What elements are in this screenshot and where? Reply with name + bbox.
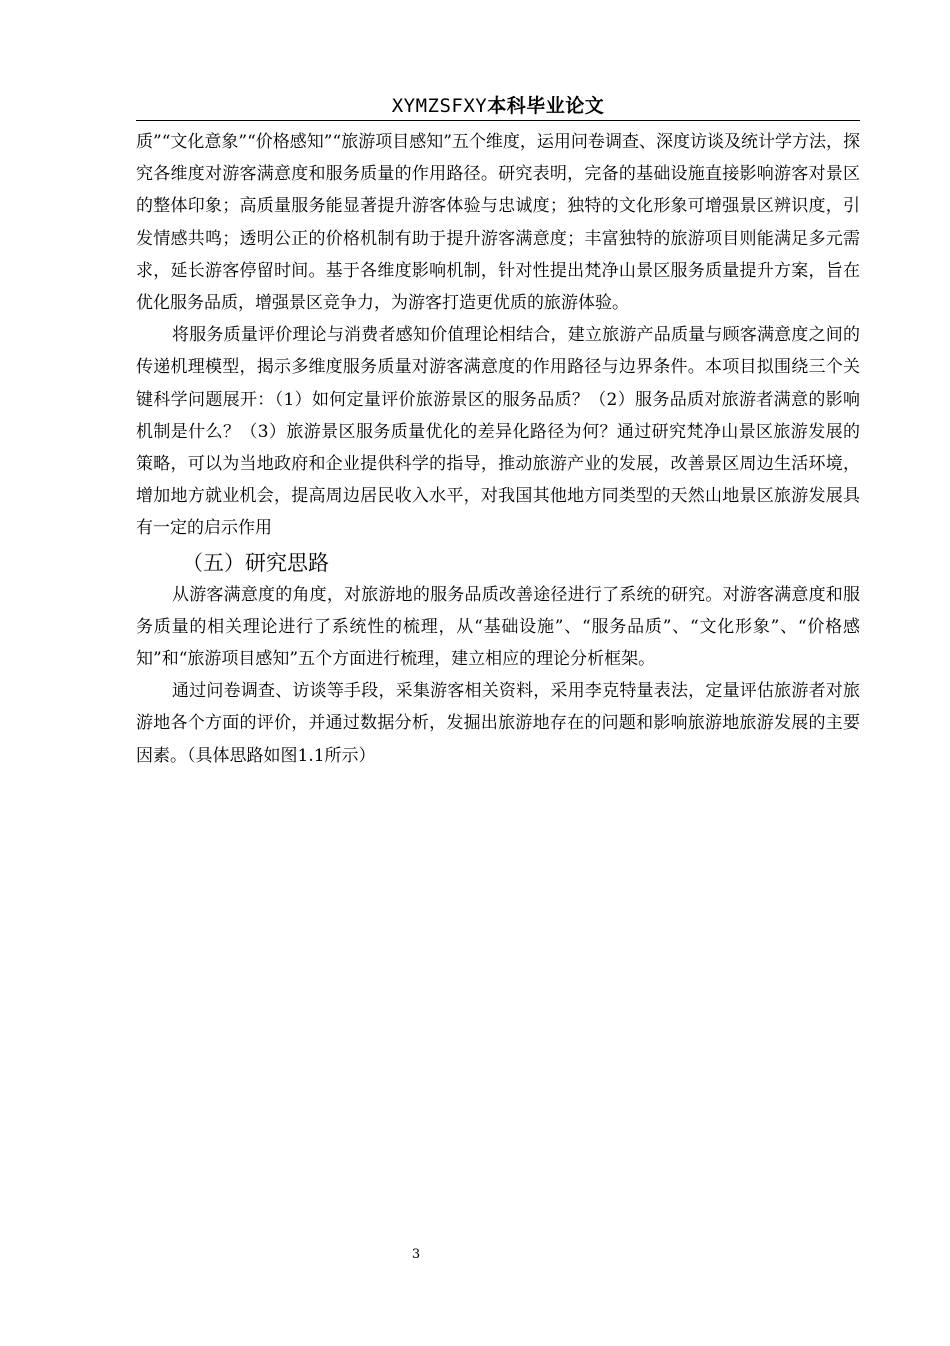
header-title-latin: XYMZSFXY xyxy=(391,95,488,117)
header-title-cjk: 本科毕业论文 xyxy=(487,95,605,117)
page-number: 3 xyxy=(411,1247,421,1262)
paragraph-continued: 质”“文化意象”“价格感知”“旅游项目感知”五个维度，运用问卷调查、深度访谈及统计学方法，探究各维度对游客满意度和服务质量的作用路径。研究表明，完备的基础设施直接影响游客对景区的整体印象；高质量服务能显著提升游客体验与忠诚度；独特的文化形象可增强景区辨识度，引发情感共鸣；透明公正的价格机制有助于提升游客满意度；丰富独特的旅游项目则能满足多元需求，延长游客停留时间。基于各维度影响机制，针对性提出梵净山景区服务质量提升方案，旨在优化服务品质，增强景区竞争力，为游客打造更优质的旅游体验。 xyxy=(136,132,860,314)
paragraph-research-approach-2: 通过问卷调查、访谈等手段，采集游客相关资料，采用李克特量表法，定量评估旅游者对旅游地各个方面的评价，并通过数据分析，发掘出旅游地存在的问题和影响旅游地旅游发展的主要因素。（具体思路如图1.1所示） xyxy=(136,681,860,766)
page-header xyxy=(136,92,860,121)
paragraph-research-significance: 将服务质量评价理论与消费者感知价值理论相结合，建立旅游产品质量与顾客满意度之间的传递机理模型，揭示多维度服务质量对游客满意度的作用路径与边界条件。本项目拟围绕三个关键科学问题展开：（1）如何定量评价旅游景区的服务品质？（2）服务品质对旅游者满意的影响机制是什么？（3）旅游景区服务质量优化的差异化路径为何？通过研究梵净山景区旅游发展的策略，可以为当地政府和企业提供科学的指导，推动旅游产业的发展，改善景区周边生活环境，增加地方就业机会，提高周边居民收入水平，对我国其他地方同类型的天然山地景区旅游发展具有一定的启示作用 xyxy=(136,325,860,539)
paragraph-research-approach-1: 从游客满意度的角度，对旅游地的服务品质改善途径进行了系统的研究。对游客满意度和服务质量的相关理论进行了系统性的梳理，从“基础设施”、“服务品质”、“文化形象”、“价格感知”和“旅游项目感知”五个方面进行梳理，建立相应的理论分析框架。 xyxy=(136,584,860,670)
body-text xyxy=(136,126,860,772)
header-title xyxy=(392,92,605,120)
section-heading-research-approach: （五）研究思路 xyxy=(182,550,329,575)
